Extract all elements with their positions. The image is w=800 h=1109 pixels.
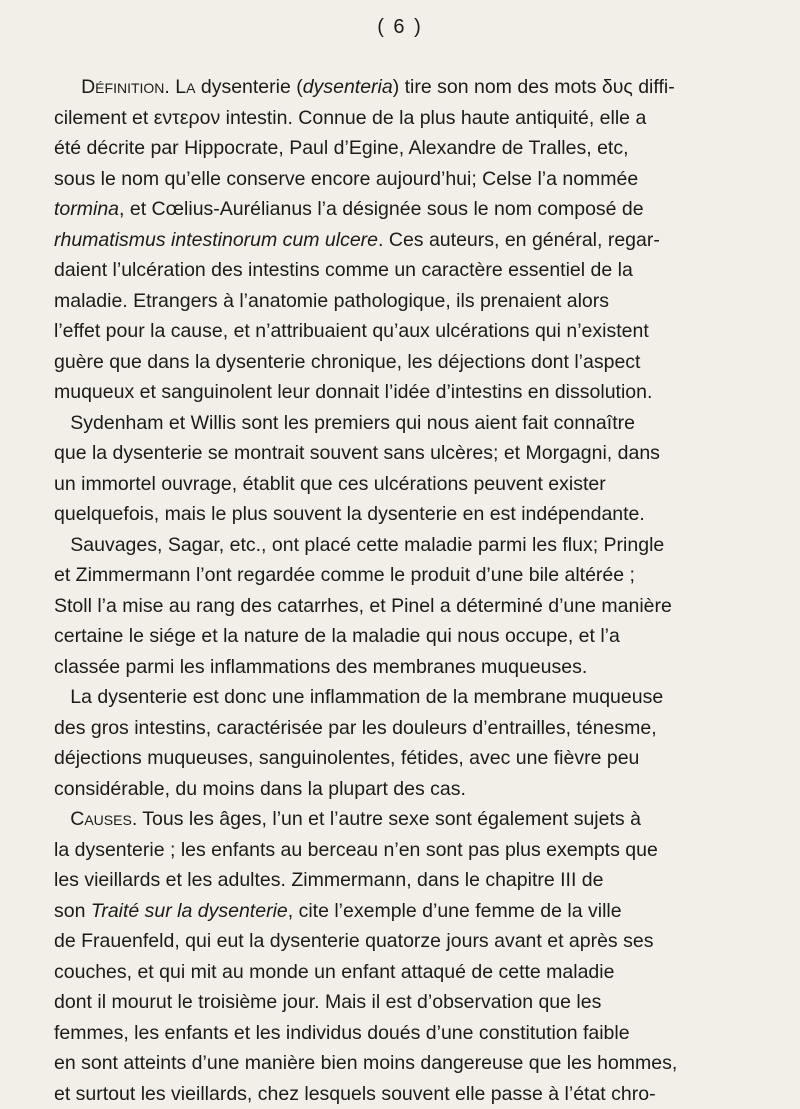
text-line xyxy=(54,347,784,378)
text-segment: été décrite par Hippocrate, Paul d’Egine, Alexandre de Tralles, etc, xyxy=(54,137,629,159)
text-segment: l’effet pour la cause, et n’attribuaient qu’aux ulcérations qui n’existent xyxy=(54,320,649,342)
text-line xyxy=(54,1048,784,1079)
text-segment: daient l’ulcération des intestins comme un caractère essentiel de la xyxy=(54,259,633,281)
text-line xyxy=(54,743,784,774)
text-segment: femmes, les enfants et les individus doués d’une constitution faible xyxy=(54,1022,630,1044)
text-segment: les vieillards et les adultes. Zimmermann, dans le chapitre III de xyxy=(54,869,604,891)
page-number: ( 6 ) xyxy=(0,16,800,39)
text-segment xyxy=(54,76,81,98)
text-segment: Définition xyxy=(81,76,164,98)
text-segment: des gros intestins, caractérisée par les douleurs d’entrailles, ténesme, xyxy=(54,717,657,739)
text-line xyxy=(54,621,784,652)
text-line xyxy=(54,133,784,164)
text-line xyxy=(54,896,784,927)
text-segment: cilement et εντερον intestin. Connue de la plus haute antiquité, elle a xyxy=(54,107,646,129)
text-segment: tormina xyxy=(54,198,119,220)
text-segment: et surtout les vieillards, chez lesquels souvent elle passe à l’état chro- xyxy=(54,1083,656,1105)
text-line xyxy=(54,469,784,500)
text-segment: en sont atteints d’une manière bien moins dangereuse que les hommes, xyxy=(54,1052,677,1074)
text-segment: de Frauenfeld, qui eut la dysenterie quatorze jours avant et après ses xyxy=(54,930,653,952)
text-segment: , cite l’exemple d’une femme de la ville xyxy=(288,900,622,922)
text-line xyxy=(54,591,784,622)
text-segment: Causes xyxy=(70,808,132,830)
text-segment: considérable, du moins dans la plupart des cas. xyxy=(54,778,466,800)
text-segment: certaine le siége et la nature de la maladie qui nous occupe, et l’a xyxy=(54,625,620,647)
text-line xyxy=(54,255,784,286)
text-segment: un immortel ouvrage, établit que ces ulcérations peuvent exister xyxy=(54,473,606,495)
text-line xyxy=(54,713,784,744)
text-segment xyxy=(54,808,70,830)
text-segment: muqueux et sanguinolent leur donnait l’idée d’intestins en dissolution. xyxy=(54,381,652,403)
text-segment: déjections muqueuses, sanguinolentes, fétides, avec une fièvre peu xyxy=(54,747,639,769)
text-segment: dysenteria xyxy=(303,76,393,98)
text-segment: quelquefois, mais le plus souvent la dysenterie en est indépendante. xyxy=(54,503,645,525)
text-segment: Sydenham et Willis sont les premiers qui nous aient fait connaître xyxy=(54,412,635,434)
text-segment: , et Cœlius-Aurélianus l’a désignée sous le nom composé de xyxy=(119,198,644,220)
text-line xyxy=(54,560,784,591)
text-segment: la dysenterie ; les enfants au berceau n’en sont pas plus exempts que xyxy=(54,839,658,861)
text-line xyxy=(54,377,784,408)
text-segment: ) tire son nom des mots δυς diffi- xyxy=(393,76,675,98)
text-segment: Stoll l’a mise au rang des catarrhes, et Pinel a déterminé d’une manière xyxy=(54,595,672,617)
text-line xyxy=(54,438,784,469)
text-line xyxy=(54,103,784,134)
text-segment: . Ces auteurs, en général, regar- xyxy=(378,229,660,251)
text-line xyxy=(54,987,784,1018)
text-line xyxy=(54,530,784,561)
text-segment: classée parmi les inflammations des membranes muqueuses. xyxy=(54,656,587,678)
text-segment: et Zimmermann l’ont regardée comme le produit d’une bile altérée ; xyxy=(54,564,635,586)
body-text xyxy=(54,72,784,1109)
text-line xyxy=(54,194,784,225)
text-line xyxy=(54,286,784,317)
text-line xyxy=(54,865,784,896)
text-segment: sous le nom qu’elle conserve encore aujourd’hui; Celse l’a nommée xyxy=(54,168,638,190)
text-line xyxy=(54,682,784,713)
text-line xyxy=(54,804,784,835)
text-line xyxy=(54,225,784,256)
text-line xyxy=(54,316,784,347)
text-segment: Sauvages, Sagar, etc., ont placé cette maladie parmi les flux; Pringle xyxy=(54,534,664,556)
text-segment: son xyxy=(54,900,91,922)
text-segment: . Tous les âges, l’un et l’autre sexe sont également sujets à xyxy=(132,808,641,830)
text-segment: guère que dans la dysenterie chronique, les déjections dont l’aspect xyxy=(54,351,640,373)
text-segment: dysenterie ( xyxy=(195,76,302,98)
text-segment: maladie. Etrangers à l’anatomie pathologique, ils prenaient alors xyxy=(54,290,609,312)
text-line xyxy=(54,499,784,530)
text-segment: couches, et qui mit au monde un enfant attaqué de cette maladie xyxy=(54,961,614,983)
text-segment: dont il mourut le troisième jour. Mais il est d’observation que les xyxy=(54,991,601,1013)
text-segment: Traité sur la dysenterie xyxy=(91,900,288,922)
text-line xyxy=(54,774,784,805)
text-segment: La dysenterie est donc une inflammation de la membrane muqueuse xyxy=(54,686,663,708)
text-segment: . La xyxy=(164,76,195,98)
text-segment: rhumatismus intestinorum cum ulcere xyxy=(54,229,378,251)
text-line xyxy=(54,72,784,103)
text-line xyxy=(54,164,784,195)
text-segment: que la dysenterie se montrait souvent sans ulcères; et Morgagni, dans xyxy=(54,442,660,464)
text-line xyxy=(54,652,784,683)
text-line xyxy=(54,926,784,957)
text-line xyxy=(54,408,784,439)
text-line xyxy=(54,1018,784,1049)
text-line xyxy=(54,957,784,988)
text-line xyxy=(54,835,784,866)
